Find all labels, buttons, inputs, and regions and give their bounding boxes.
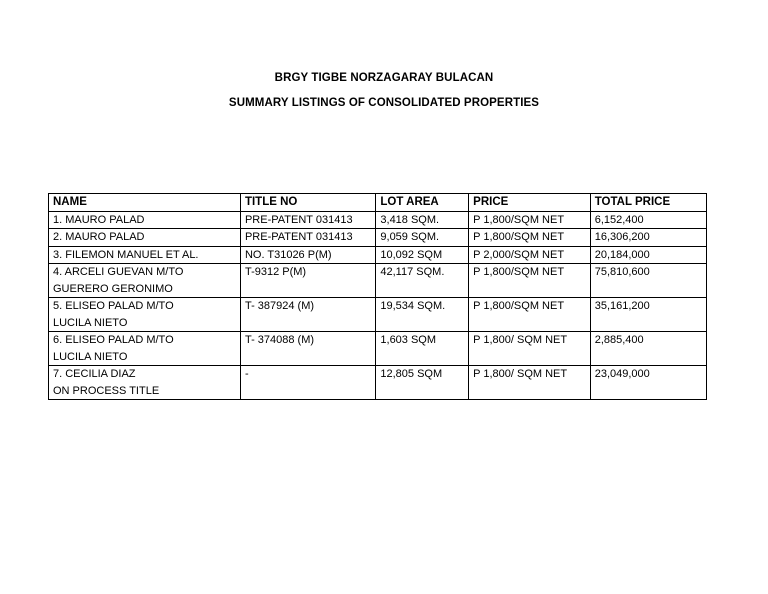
cell-title-no: PRE-PATENT 031413	[240, 229, 375, 247]
header-total-price: TOTAL PRICE	[590, 194, 706, 212]
cell-lot-area: 1,603 SQM	[376, 332, 469, 366]
header-price: PRICE	[469, 194, 591, 212]
name-line: LUCILA NIETO	[53, 350, 128, 363]
table-row	[49, 298, 707, 332]
cell-name	[49, 264, 241, 298]
name-line: ON PROCESS TITLE	[53, 384, 160, 397]
cell-lot-area: 42,117 SQM.	[376, 264, 469, 298]
cell-total-price: 35,161,200	[590, 298, 706, 332]
cell-name	[49, 366, 241, 400]
header-title-no: TITLE NO	[240, 194, 375, 212]
cell-name	[49, 229, 241, 247]
table-row	[49, 211, 707, 229]
cell-title-no: T- 374088 (M)	[240, 332, 375, 366]
table-row	[49, 332, 707, 366]
cell-name	[49, 298, 241, 332]
cell-price: P 2,000/SQM NET	[469, 246, 591, 264]
cell-total-price: 75,810,600	[590, 264, 706, 298]
cell-title-no: PRE-PATENT 031413	[240, 211, 375, 229]
name-line: 1. MAURO PALAD	[53, 213, 145, 226]
table-row	[49, 229, 707, 247]
cell-title-no: -	[240, 366, 375, 400]
name-line: 6. ELISEO PALAD M/TO	[53, 334, 174, 346]
cell-total-price: 6,152,400	[590, 211, 706, 229]
name-line: GUERERO GERONIMO	[53, 282, 173, 295]
cell-price: P 1,800/SQM NET	[469, 264, 591, 298]
document-title: BRGY TIGBE NORZAGARAY BULACAN	[274, 72, 494, 84]
cell-price: P 1,800/ SQM NET	[469, 366, 591, 400]
cell-total-price: 23,049,000	[590, 366, 706, 400]
cell-price: P 1,800/SQM NET	[469, 211, 591, 229]
cell-total-price: 20,184,000	[590, 246, 706, 264]
cell-price: P 1,800/SQM NET	[469, 229, 591, 247]
table-header-row	[49, 194, 707, 212]
cell-price: P 1,800/SQM NET	[469, 298, 591, 332]
cell-name	[49, 211, 241, 229]
name-line: 4. ARCELI GUEVAN M/TO	[53, 266, 184, 278]
cell-total-price: 2,885,400	[590, 332, 706, 366]
table-row	[49, 246, 707, 264]
cell-title-no: T- 387924 (M)	[240, 298, 375, 332]
name-line: 3. FILEMON MANUEL ET AL.	[53, 248, 199, 261]
document-subtitle: SUMMARY LISTINGS OF CONSOLIDATED PROPERTIES	[228, 97, 540, 109]
cell-total-price: 16,306,200	[590, 229, 706, 247]
cell-price: P 1,800/ SQM NET	[469, 332, 591, 366]
name-line: 7. CECILIA DIAZ	[53, 368, 136, 380]
header-lot-area: LOT AREA	[376, 194, 469, 212]
cell-name	[49, 332, 241, 366]
cell-lot-area: 12,805 SQM	[376, 366, 469, 400]
table-row	[49, 366, 707, 400]
cell-lot-area: 19,534 SQM.	[376, 298, 469, 332]
properties-table	[48, 193, 707, 400]
name-line: 5. ELISEO PALAD M/TO	[53, 300, 174, 312]
cell-lot-area: 3,418 SQM.	[376, 211, 469, 229]
header-name: NAME	[49, 194, 241, 212]
name-line: LUCILA NIETO	[53, 316, 128, 329]
cell-name	[49, 246, 241, 264]
cell-title-no: NO. T31026 P(M)	[240, 246, 375, 264]
table-row	[49, 264, 707, 298]
cell-lot-area: 10,092 SQM	[376, 246, 469, 264]
name-line: 2. MAURO PALAD	[53, 231, 145, 243]
cell-lot-area: 9,059 SQM.	[376, 229, 469, 247]
cell-title-no: T-9312 P(M)	[240, 264, 375, 298]
